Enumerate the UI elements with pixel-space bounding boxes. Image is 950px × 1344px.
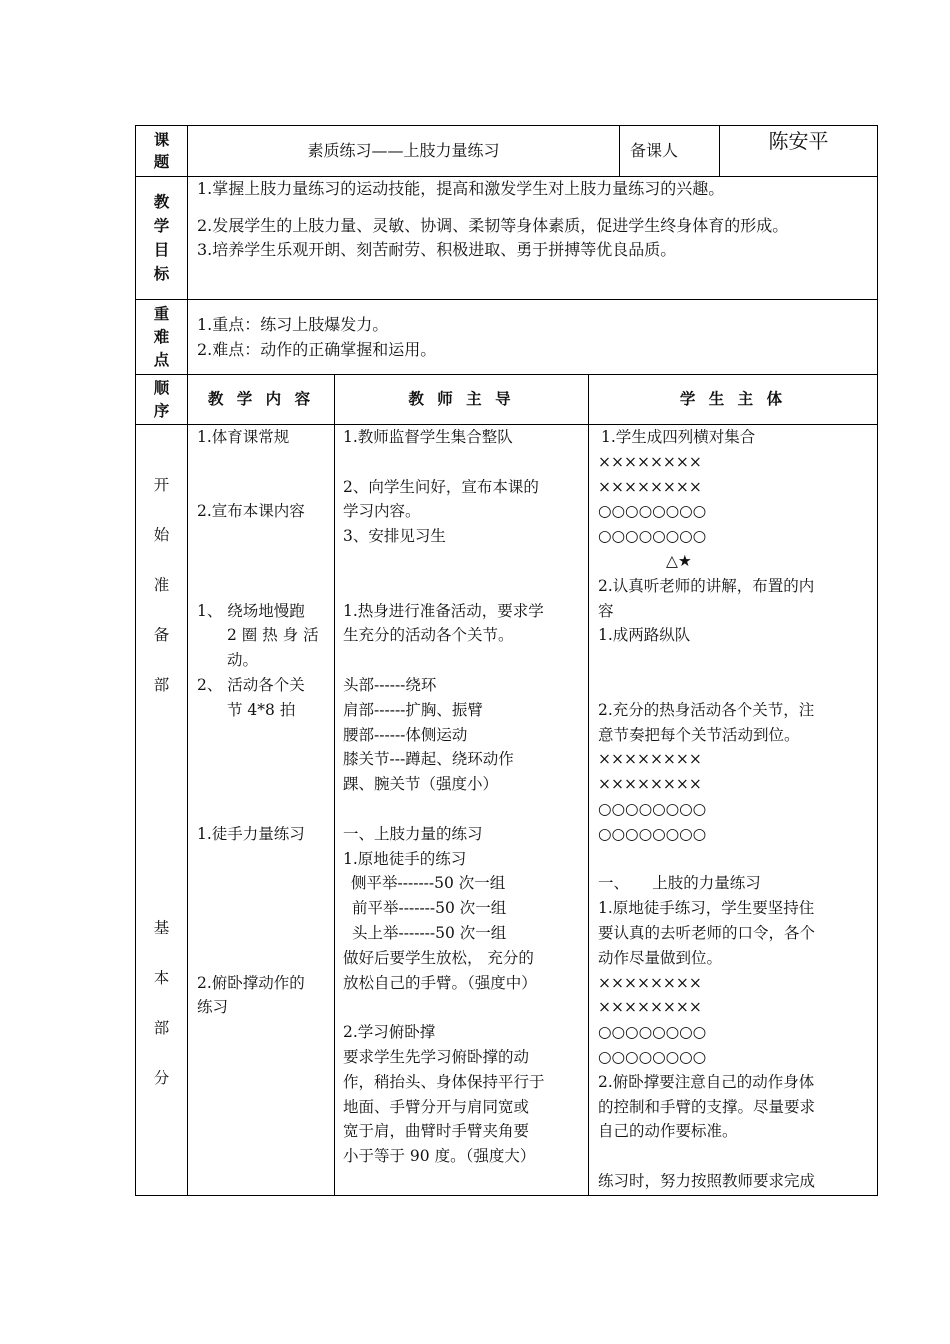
teacher-item: 一、上肢力量的练习 <box>343 824 483 843</box>
section-char: 备 <box>153 626 170 644</box>
formation-row: ○○○○○○○○ <box>598 1047 707 1066</box>
keypoint-item: 2.难点：动作的正确掌握和运用。 <box>197 340 437 359</box>
objectives-row <box>136 177 878 300</box>
student-item: 动作尽量做到位。 <box>598 948 723 967</box>
teacher-item: 3、安排见习生 <box>343 527 446 546</box>
objective-item: 2.发展学生的上肢力量、灵敏、协调、柔韧等身体素质，促进学生终身体育的形成。 <box>197 216 789 235</box>
student-item: 意节奏把每个关节活动到位。 <box>598 725 800 744</box>
objective-item: 1.掌握上肢力量练习的运动技能，提高和激发学生对上肢力量练习的兴趣。 <box>197 179 725 198</box>
student-item: 1.原地徒手练习，学生要坚持住 <box>598 899 815 918</box>
teacher-item: 肩部------扩胸、振臂 <box>343 700 483 719</box>
student-item: 容 <box>598 601 614 620</box>
teacher-item: 作，稍抬头、身体保持平行于 <box>343 1072 545 1091</box>
lesson-body-row <box>136 425 878 1196</box>
formation-row: ×××××××× <box>598 477 702 496</box>
section-char: 本 <box>153 969 170 987</box>
teacher-item: 膝关节---蹲起、绕环动作 <box>343 750 514 769</box>
content-item: 2、 活动各个关 <box>197 675 305 694</box>
student-item: 2.充分的热身活动各个关节，注 <box>598 700 815 719</box>
content-item: 1、 绕场地慢跑 <box>197 601 305 620</box>
section-start-label <box>136 460 187 710</box>
teacher-item: 踝、腕关节（强度小） <box>343 775 499 794</box>
student-header <box>589 375 878 425</box>
preparer-name: 陈安平 <box>768 129 829 153</box>
teacher-item: 做好后要学生放松， 充分的 <box>343 948 534 967</box>
preparer-label-cell <box>620 126 720 177</box>
student-item: 练习时，努力按照教师要求完成 <box>598 1171 816 1190</box>
keypoints-label-cell <box>136 300 188 375</box>
formation-row: ○○○○○○○○ <box>598 527 707 546</box>
teacher-column <box>335 425 589 1196</box>
keypoint-item: 1.重点：练习上肢爆发力。 <box>197 315 389 334</box>
content-item: 1.徒手力量练习 <box>197 824 305 843</box>
content-header-text: 教 学 内 容 <box>207 390 315 409</box>
section-basic-label <box>136 903 187 1103</box>
objectives-content <box>188 177 878 300</box>
teacher-item: 头部------绕环 <box>343 675 437 694</box>
formation-row: ×××××××× <box>598 775 702 794</box>
content-item: 节 4*8 拍 <box>227 700 296 719</box>
formation-row: ×××××××× <box>598 452 702 471</box>
preparer-label: 备课人 <box>630 140 679 160</box>
formation-row: ○○○○○○○○ <box>598 1023 707 1042</box>
content-header <box>188 375 335 425</box>
teacher-item: 2.学习俯卧撑 <box>343 1023 436 1042</box>
teacher-item: 学习内容。 <box>343 502 421 521</box>
student-column <box>589 425 878 1196</box>
column-header-row <box>136 375 878 425</box>
formation-row: ○○○○○○○○ <box>598 799 707 818</box>
formation-row: ×××××××× <box>598 750 702 769</box>
section-char: 分 <box>153 1069 170 1087</box>
teacher-item: 生充分的活动各个关节。 <box>343 626 514 645</box>
content-column <box>188 425 335 1196</box>
keypoints-content <box>188 300 878 375</box>
order-header-cell <box>136 375 188 425</box>
section-char: 始 <box>153 526 170 544</box>
teacher-item: 宽于肩，曲臂时手臂夹角要 <box>343 1122 530 1141</box>
keypoints-row <box>136 300 878 375</box>
student-header-text: 学 生 主 体 <box>679 390 787 409</box>
student-item: 2.认真听老师的讲解，布置的内 <box>598 576 815 595</box>
topic-label: 课题 <box>153 131 170 171</box>
section-char: 开 <box>153 476 170 494</box>
teacher-item: 侧平举-------50 次一组 <box>351 874 506 893</box>
formation-row: ×××××××× <box>598 973 702 992</box>
section-char: 部 <box>153 676 170 694</box>
formation-row: ×××××××× <box>598 998 702 1017</box>
student-item: 自己的动作要标准。 <box>598 1122 738 1141</box>
teacher-item: 1.教师监督学生集合整队 <box>343 428 513 446</box>
content-item: 1.体育课常规 <box>197 428 290 446</box>
topic-title <box>188 126 620 177</box>
content-item: 2.俯卧撑动作的 <box>197 973 305 992</box>
content-item: 动。 <box>227 651 259 670</box>
student-item: 一、 上肢的力量练习 <box>598 874 761 893</box>
topic-text: 素质练习——上肢力量练习 <box>307 140 500 160</box>
student-item: 2.俯卧撑要注意自己的动作身体 <box>598 1072 815 1091</box>
order-header: 顺序 <box>153 378 170 420</box>
teacher-item: 小于等于 90 度。（强度大） <box>343 1147 536 1166</box>
section-char: 基 <box>153 919 170 937</box>
teacher-item: 放松自己的手臂。（强度中） <box>343 973 537 992</box>
student-item: 1.学生成四列横对集合 <box>601 428 756 446</box>
teacher-item: 要求学生先学习俯卧撑的动 <box>343 1047 530 1066</box>
objectives-label: 教学目标 <box>153 193 170 283</box>
content-item: 2 圈 热 身 活 <box>227 626 319 645</box>
teacher-marker: △★ <box>666 551 692 570</box>
formation-row: ○○○○○○○○ <box>598 824 707 843</box>
teacher-item: 头上举-------50 次一组 <box>352 923 507 942</box>
student-item: 要认真的去听老师的口令，各个 <box>598 923 816 942</box>
objectives-label-cell <box>136 177 188 300</box>
student-item: 1.成两路纵队 <box>598 626 691 645</box>
topic-row <box>136 126 878 177</box>
teacher-item: 腰部------体侧运动 <box>343 725 468 744</box>
preparer-name-cell <box>720 126 878 177</box>
topic-label-cell <box>136 126 188 177</box>
keypoints-label: 重难点 <box>153 304 170 369</box>
teacher-item: 1.热身进行准备活动，要求学 <box>343 601 544 620</box>
section-char: 部 <box>153 1019 170 1037</box>
teacher-item: 地面、手臂分开与肩同宽或 <box>343 1097 530 1116</box>
formation-row: ○○○○○○○○ <box>598 502 707 521</box>
section-char: 准 <box>153 576 170 594</box>
teacher-item: 1.原地徒手的练习 <box>343 849 467 868</box>
objective-item: 3.培养学生乐观开朗、刻苦耐劳、积极进取、勇于拼搏等优良品质。 <box>197 240 677 259</box>
content-item: 2.宣布本课内容 <box>197 502 305 521</box>
content-item: 练习 <box>197 998 229 1017</box>
teacher-header-text: 教 师 主 导 <box>408 390 515 409</box>
teacher-header <box>335 375 589 425</box>
student-item: 的控制和手臂的支撑。尽量要求 <box>598 1097 816 1116</box>
lesson-plan-table <box>135 125 878 1196</box>
teacher-item: 2、向学生问好，宣布本课的 <box>343 477 539 496</box>
teacher-item: 前平举-------50 次一组 <box>352 899 507 918</box>
section-label-cell <box>136 425 188 1196</box>
